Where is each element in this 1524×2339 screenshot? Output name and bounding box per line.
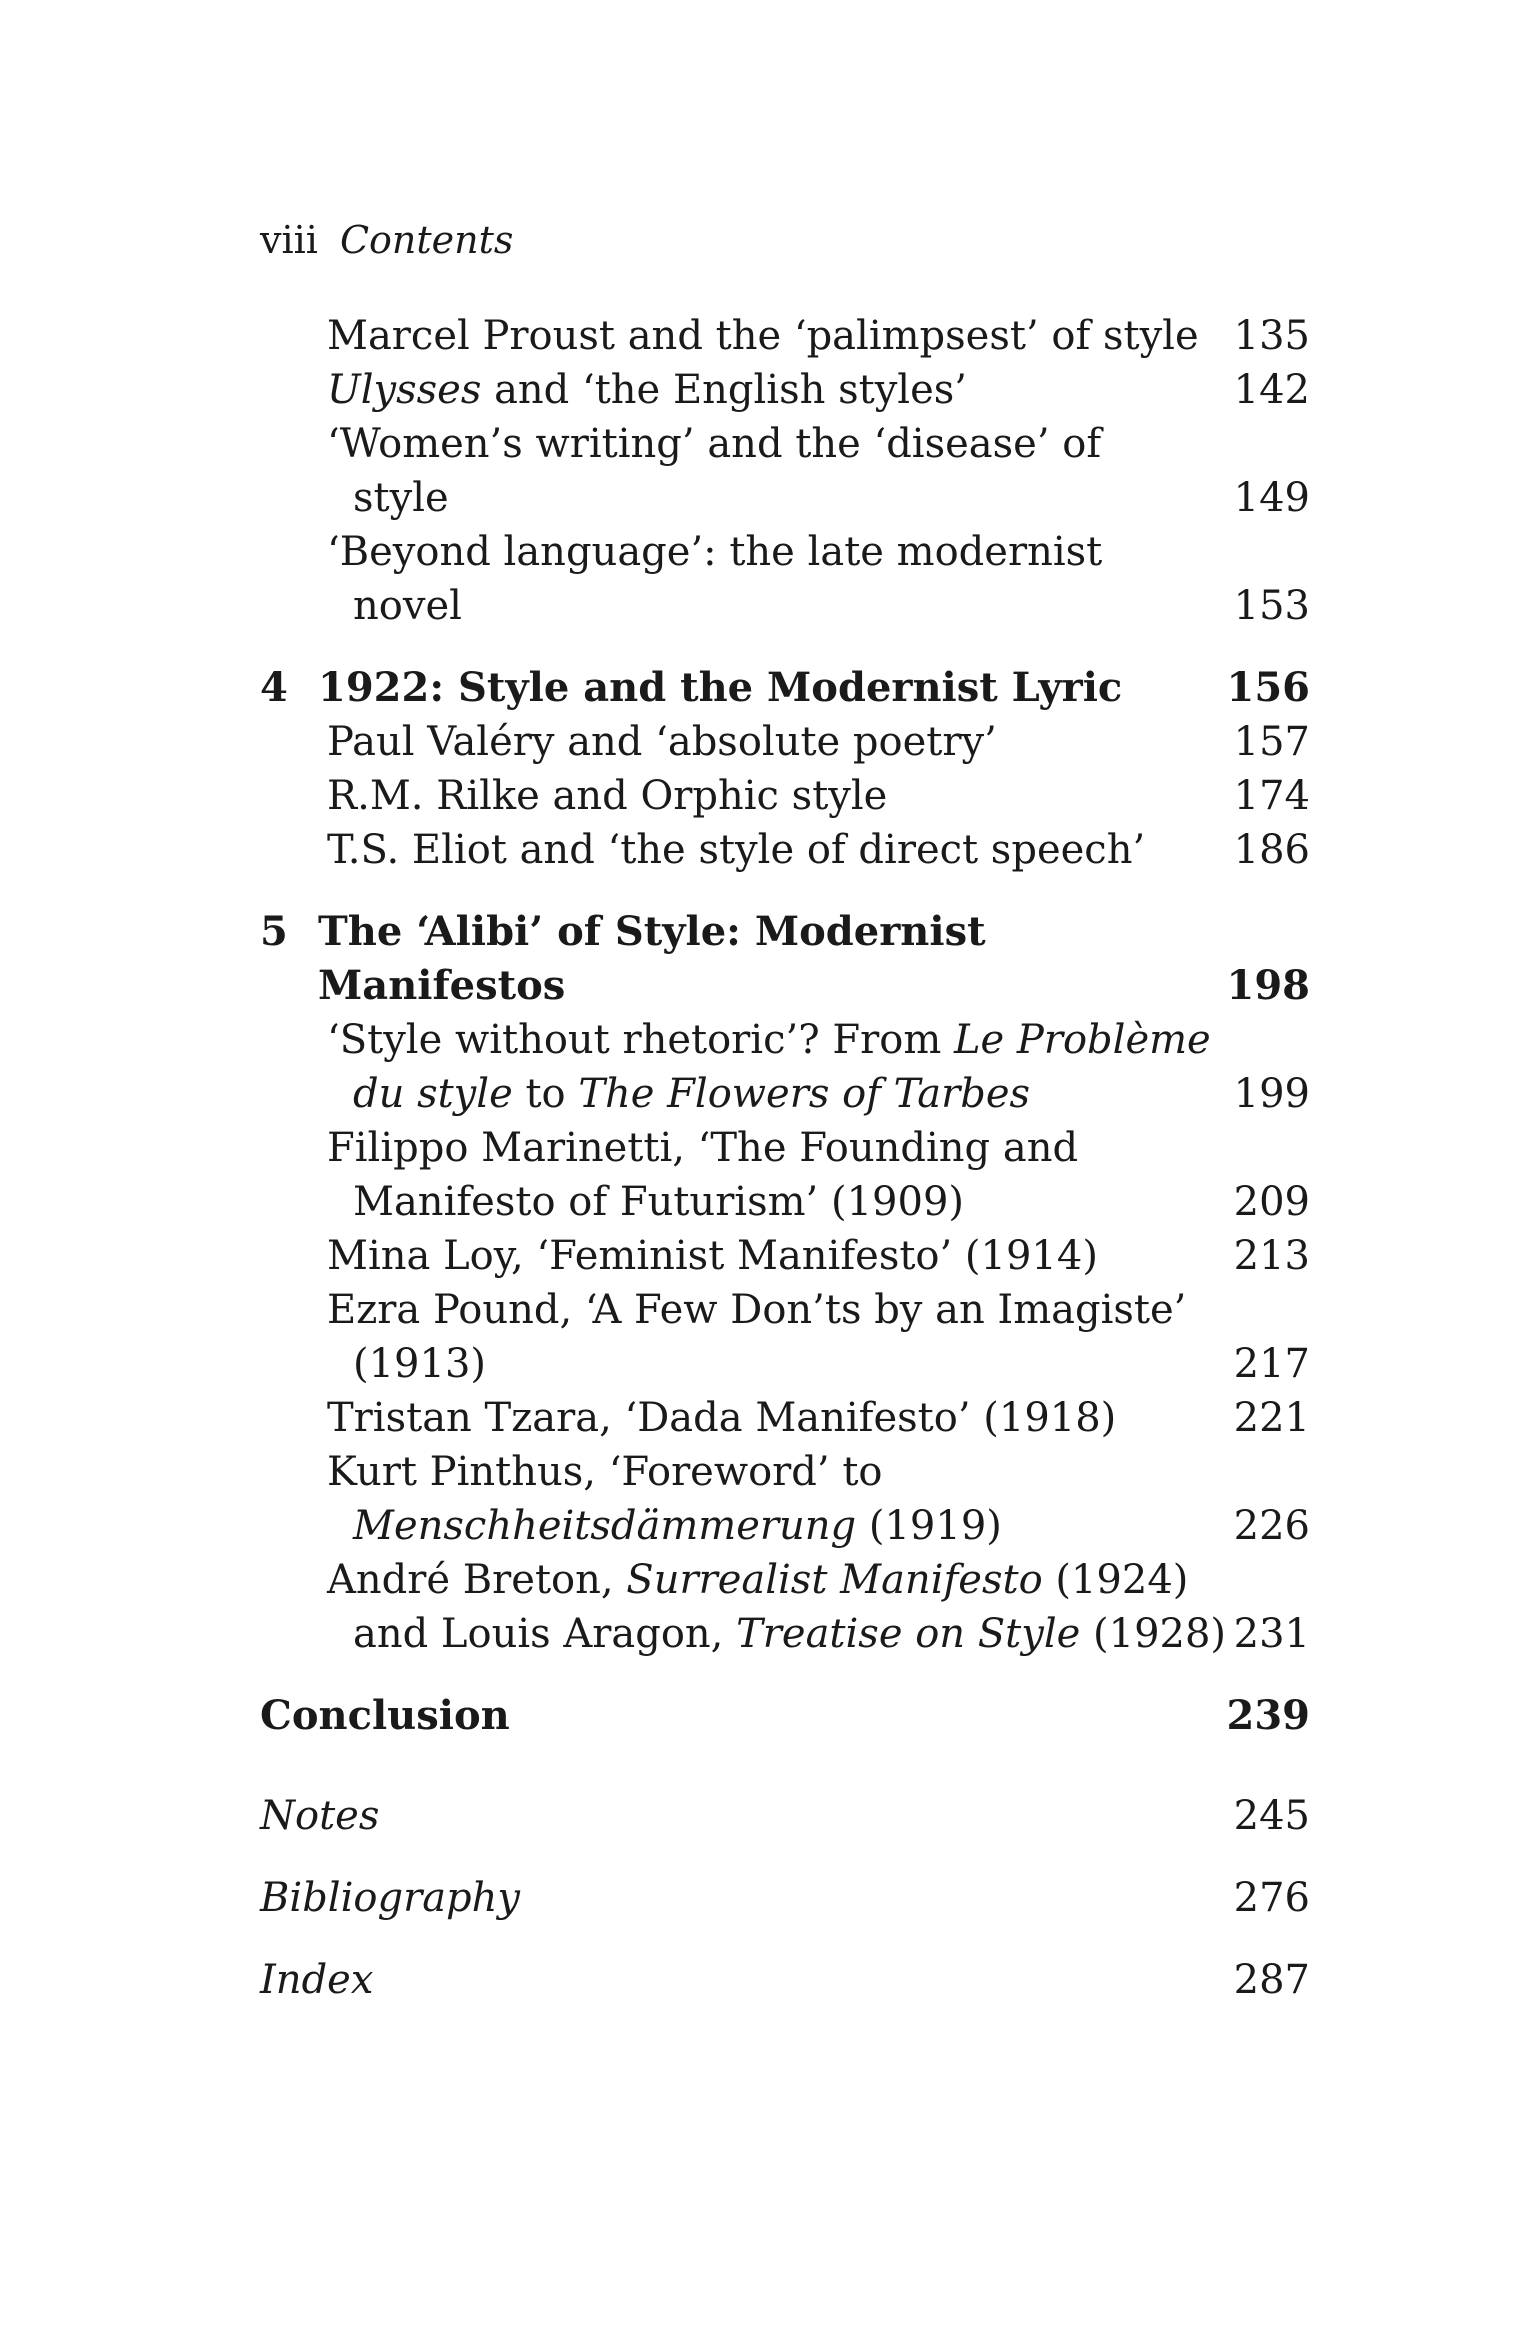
toc-entry-style-without-rhetoric	[327, 1014, 1211, 1066]
chapter-number: 4	[260, 664, 288, 711]
toc-page-number: 221	[1233, 1395, 1310, 1441]
toc-page-number: 209	[1233, 1179, 1310, 1225]
toc-entry-text: ‘Style without rhetoric’? From	[327, 1017, 954, 1063]
toc-page-number: 217	[1233, 1341, 1310, 1387]
toc-entry-text: (1924)	[1042, 1557, 1189, 1603]
chapter-number: 5	[260, 908, 288, 955]
toc-page-number: 149	[1233, 475, 1310, 521]
toc-entry-womens-writing: ‘Women’s writing’ and the ‘disease’ of	[327, 421, 1102, 467]
toc-entry-marinetti-cont: Manifesto of Futurism’ (1909)	[353, 1179, 964, 1225]
toc-page-number: 287	[1233, 1957, 1310, 2003]
toc-entry-title-italic: The Flowers of Tarbes	[578, 1071, 1031, 1117]
toc-page-number: 276	[1233, 1875, 1310, 1921]
toc-entry-valery: Paul Valéry and ‘absolute poetry’	[327, 719, 997, 765]
toc-entry-beyond-language: ‘Beyond language’: the late modernist	[327, 529, 1103, 575]
toc-entry-breton-cont	[353, 1608, 1226, 1660]
toc-entry-title-italic: Menschheitsdämmerung	[353, 1503, 857, 1549]
toc-entry-marinetti: Filippo Marinetti, ‘The Founding and	[327, 1125, 1079, 1171]
toc-index: Index	[260, 1957, 374, 2003]
toc-entry-text: and Louis Aragon,	[353, 1611, 737, 1657]
toc-bibliography: Bibliography	[260, 1875, 520, 1921]
toc-page-number: 135	[1233, 313, 1310, 359]
toc-entry-title-italic: Treatise on Style	[736, 1611, 1081, 1657]
toc-entry-text: to	[512, 1071, 579, 1117]
toc-entry-style-without-rhetoric-cont	[353, 1068, 1030, 1120]
chapter-page-number: 156	[1226, 664, 1310, 711]
toc-entry-text: (1919)	[856, 1503, 1002, 1549]
chapter-title: 1922: Style and the Modernist Lyric	[318, 664, 1123, 711]
toc-entry-proust: Marcel Proust and the ‘palimpsest’ of style	[327, 313, 1199, 359]
toc-page-number: 245	[1233, 1793, 1310, 1839]
chapter-page-number: 198	[1226, 962, 1310, 1009]
toc-entry-breton	[327, 1554, 1188, 1606]
toc-entry-text: (1928)	[1080, 1611, 1227, 1657]
toc-page-number: 157	[1233, 719, 1310, 765]
toc-entry-pinthus-cont	[353, 1500, 1002, 1552]
toc-conclusion: Conclusion	[260, 1692, 510, 1739]
toc-page-number: 231	[1233, 1611, 1310, 1657]
toc-entry-womens-writing-cont: style	[353, 475, 449, 521]
toc-entry-pound-cont: (1913)	[353, 1341, 487, 1387]
chapter-title-cont: Manifestos	[318, 962, 566, 1009]
toc-entry-tzara: Tristan Tzara, ‘Dada Manifesto’ (1918)	[327, 1395, 1117, 1441]
toc-entry-title-italic: Le Problème	[953, 1017, 1211, 1063]
toc-entry-text: and ‘the English styles’	[481, 367, 968, 413]
toc-entry-title-italic: Ulysses	[327, 367, 482, 413]
toc-entry-rilke: R.M. Rilke and Orphic style	[327, 773, 888, 819]
toc-entry-title-italic: du style	[353, 1071, 513, 1117]
toc-page-number: 142	[1233, 367, 1310, 413]
toc-entry-title-italic: Surrealist Manifesto	[626, 1557, 1043, 1603]
toc-page-number: 213	[1233, 1233, 1310, 1279]
toc-entry-beyond-language-cont: novel	[353, 583, 462, 629]
toc-page-number: 199	[1233, 1071, 1310, 1117]
running-head-title: Contents	[339, 218, 514, 262]
toc-entry-text: André Breton,	[327, 1557, 627, 1603]
toc-page-number: 174	[1233, 773, 1310, 819]
toc-page-number: 239	[1226, 1692, 1310, 1739]
toc-entry-loy: Mina Loy, ‘Feminist Manifesto’ (1914)	[327, 1233, 1098, 1279]
page-folio: viii	[260, 218, 318, 262]
toc-page-number: 186	[1233, 827, 1310, 873]
toc-entry-pinthus: Kurt Pinthus, ‘Foreword’ to	[327, 1449, 883, 1495]
toc-entry-eliot: T.S. Eliot and ‘the style of direct speech’	[327, 827, 1146, 873]
toc-notes: Notes	[260, 1793, 380, 1839]
toc-page-number: 153	[1233, 583, 1310, 629]
running-head	[260, 216, 513, 264]
chapter-title: The ‘Alibi’ of Style: Modernist	[318, 908, 986, 955]
toc-page-number: 226	[1233, 1503, 1310, 1549]
toc-entry-pound: Ezra Pound, ‘A Few Don’ts by an Imagiste’	[327, 1287, 1187, 1333]
toc-entry-ulysses	[327, 364, 967, 416]
